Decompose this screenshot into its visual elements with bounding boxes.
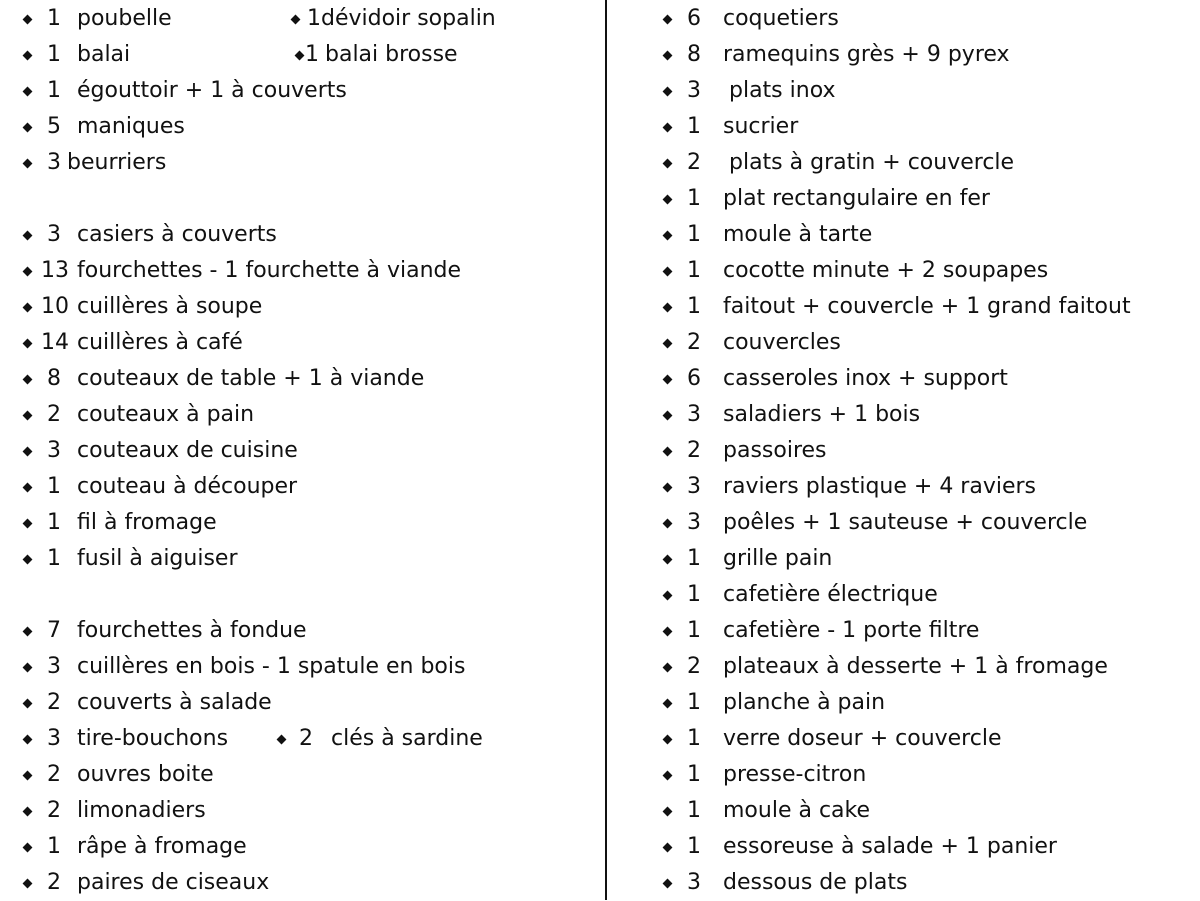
diamond-bullet-icon: [663, 806, 673, 816]
diamond-bullet-icon: [23, 698, 33, 708]
item-quantity: 1: [687, 114, 701, 139]
item-quantity: 1: [687, 582, 701, 607]
item-quantity: 1: [687, 186, 701, 211]
list-item: [664, 181, 990, 217]
item-quantity: 3: [687, 870, 701, 895]
diamond-bullet-icon: [23, 770, 33, 780]
item-quantity: 1: [47, 42, 61, 67]
item-quantity: 1: [47, 510, 61, 535]
item-label: casiers à couverts: [77, 222, 277, 247]
diamond-bullet-icon: [23, 806, 33, 816]
item-quantity: 3: [47, 150, 61, 175]
item-label: passoires: [723, 438, 827, 463]
item-label: couverts à salade: [77, 690, 272, 715]
item-label: beurriers: [67, 150, 167, 175]
diamond-bullet-icon: [23, 122, 33, 132]
list-item: [664, 757, 866, 793]
list-item: [24, 829, 247, 865]
diamond-bullet-icon: [663, 50, 673, 60]
list-item: [24, 37, 130, 73]
diamond-bullet-icon: [663, 842, 673, 852]
item-label: dévidoir sopalin: [321, 6, 496, 31]
list-item: [24, 721, 228, 757]
list-item: [664, 289, 1131, 325]
diamond-bullet-icon: [23, 734, 33, 744]
item-label: fusil à aiguiser: [77, 546, 238, 571]
list-item: [24, 289, 262, 325]
item-label: couteaux à pain: [77, 402, 255, 427]
diamond-bullet-icon: [23, 842, 33, 852]
item-quantity: 1: [47, 546, 61, 571]
item-label: clés à sardine: [331, 726, 483, 751]
item-quantity: 1: [687, 222, 701, 247]
item-quantity: 3: [687, 402, 701, 427]
diamond-bullet-icon: [663, 374, 673, 384]
list-item: [24, 253, 461, 289]
diamond-bullet-icon: [663, 122, 673, 132]
diamond-bullet-icon: [23, 518, 33, 528]
diamond-bullet-icon: [663, 518, 673, 528]
item-label: saladiers + 1 bois: [723, 402, 921, 427]
item-label: cocotte minute + 2 soupapes: [723, 258, 1049, 283]
list-item: [278, 721, 483, 757]
diamond-bullet-icon: [663, 662, 673, 672]
item-quantity: 1: [307, 6, 321, 31]
item-quantity: 1: [47, 78, 61, 103]
list-item: [664, 361, 1008, 397]
list-item: [664, 145, 1014, 181]
diamond-bullet-icon: [663, 230, 673, 240]
item-label: moule à tarte: [723, 222, 873, 247]
item-quantity: 3: [687, 474, 701, 499]
list-item: [24, 757, 214, 793]
list-item: [664, 109, 798, 145]
item-quantity: 2: [47, 762, 61, 787]
item-label: fil à fromage: [77, 510, 217, 535]
item-label: plateaux à desserte + 1 à fromage: [723, 654, 1108, 679]
item-label: couvercles: [723, 330, 841, 355]
item-label: planche à pain: [723, 690, 886, 715]
item-label: coquetiers: [723, 6, 839, 31]
item-label: tire-bouchons: [77, 726, 229, 751]
item-label: cafetière électrique: [723, 582, 938, 607]
list-item: [24, 793, 206, 829]
item-label: cuillères à café: [77, 330, 243, 355]
item-quantity: 1: [687, 618, 701, 643]
item-label: essoreuse à salade + 1 panier: [723, 834, 1057, 859]
item-label: dessous de plats: [723, 870, 908, 895]
diamond-bullet-icon: [23, 50, 33, 60]
list-item: [664, 217, 872, 253]
item-quantity: 2: [47, 798, 61, 823]
list-item: [664, 73, 836, 109]
item-quantity: 5: [47, 114, 61, 139]
diamond-bullet-icon: [663, 770, 673, 780]
item-label: ouvres boite: [77, 762, 214, 787]
diamond-bullet-icon: [663, 302, 673, 312]
item-quantity: 1: [687, 726, 701, 751]
diamond-bullet-icon: [663, 446, 673, 456]
list-item: [24, 865, 269, 901]
item-label: moule à cake: [723, 798, 871, 823]
item-quantity: 10: [41, 294, 69, 319]
diamond-bullet-icon: [23, 158, 33, 168]
list-item: [292, 1, 496, 37]
item-label: plats à gratin + couvercle: [729, 150, 1015, 175]
item-label: couteaux de table + 1 à viande: [77, 366, 425, 391]
diamond-bullet-icon: [23, 230, 33, 240]
item-quantity: 3: [47, 654, 61, 679]
diamond-bullet-icon: [663, 734, 673, 744]
list-item: [664, 541, 832, 577]
item-label: presse-citron: [723, 762, 867, 787]
item-quantity: 2: [687, 654, 701, 679]
list-item: [24, 613, 307, 649]
item-label: fourchettes - 1 fourchette à viande: [77, 258, 462, 283]
item-quantity: 14: [41, 330, 69, 355]
item-quantity: 1: [687, 546, 701, 571]
diamond-bullet-icon: [277, 734, 287, 744]
list-item: [664, 469, 1036, 505]
diamond-bullet-icon: [291, 14, 301, 24]
diamond-bullet-icon: [663, 482, 673, 492]
list-item: [24, 397, 254, 433]
item-label: cuillères à soupe: [77, 294, 263, 319]
diamond-bullet-icon: [295, 50, 305, 60]
item-quantity: 8: [47, 366, 61, 391]
list-item: [24, 325, 243, 361]
list-item: [664, 721, 1002, 757]
diamond-bullet-icon: [663, 86, 673, 96]
diamond-bullet-icon: [23, 446, 33, 456]
list-item: [24, 109, 185, 145]
item-label: couteaux de cuisine: [77, 438, 298, 463]
item-quantity: 1: [687, 690, 701, 715]
item-label: râpe à fromage: [77, 834, 247, 859]
item-quantity: 3: [47, 438, 61, 463]
item-quantity: 1: [687, 294, 701, 319]
list-item: [24, 541, 238, 577]
item-quantity: 1: [687, 834, 701, 859]
diamond-bullet-icon: [663, 14, 673, 24]
item-label: maniques: [77, 114, 185, 139]
diamond-bullet-icon: [663, 194, 673, 204]
list-item: [664, 37, 1010, 73]
item-label: raviers plastique + 4 raviers: [723, 474, 1037, 499]
diamond-bullet-icon: [663, 878, 673, 888]
item-label: verre doseur + couvercle: [723, 726, 1002, 751]
item-label: grille pain: [723, 546, 833, 571]
diamond-bullet-icon: [23, 266, 33, 276]
item-label: égouttoir + 1 à couverts: [77, 78, 347, 103]
diamond-bullet-icon: [23, 878, 33, 888]
item-quantity: 13: [41, 258, 69, 283]
list-item: [24, 433, 298, 469]
item-label: ramequins grès + 9 pyrex: [723, 42, 1010, 67]
diamond-bullet-icon: [663, 590, 673, 600]
item-quantity: 2: [47, 870, 61, 895]
list-item: [24, 73, 347, 109]
diamond-bullet-icon: [23, 662, 33, 672]
list-item: [664, 433, 827, 469]
item-quantity: 1: [47, 474, 61, 499]
item-label: faitout + couvercle + 1 grand faitout: [723, 294, 1131, 319]
item-label: cuillères en bois - 1 spatule en bois: [77, 654, 466, 679]
diamond-bullet-icon: [663, 338, 673, 348]
list-item: [664, 577, 938, 613]
diamond-bullet-icon: [23, 86, 33, 96]
diamond-bullet-icon: [23, 374, 33, 384]
item-label: plat rectangulaire en fer: [723, 186, 990, 211]
diamond-bullet-icon: [663, 698, 673, 708]
diamond-bullet-icon: [663, 554, 673, 564]
item-label: poêles + 1 sauteuse + couvercle: [723, 510, 1088, 535]
item-label: balai: [77, 42, 131, 67]
item-quantity: 2: [47, 690, 61, 715]
item-quantity: 1: [47, 834, 61, 859]
item-quantity: 3: [47, 726, 61, 751]
diamond-bullet-icon: [23, 14, 33, 24]
item-quantity: 2: [687, 150, 701, 175]
list-item: [664, 253, 1048, 289]
diamond-bullet-icon: [23, 626, 33, 636]
item-quantity: 7: [47, 618, 61, 643]
item-quantity: 3: [47, 222, 61, 247]
item-quantity: 1: [305, 42, 319, 67]
item-quantity: 6: [687, 366, 701, 391]
item-quantity: 1: [687, 258, 701, 283]
diamond-bullet-icon: [663, 266, 673, 276]
list-item: [296, 37, 458, 73]
item-quantity: 1: [47, 6, 61, 31]
diamond-bullet-icon: [663, 158, 673, 168]
list-item: [664, 649, 1108, 685]
list-item: [24, 1, 172, 37]
list-item: [664, 829, 1057, 865]
list-item: [24, 685, 272, 721]
item-quantity: 2: [299, 726, 313, 751]
list-item: [24, 361, 424, 397]
item-label: balai brosse: [325, 42, 458, 67]
item-label: fourchettes à fondue: [77, 618, 307, 643]
diamond-bullet-icon: [663, 626, 673, 636]
diamond-bullet-icon: [23, 338, 33, 348]
item-quantity: 2: [687, 330, 701, 355]
list-item: [664, 793, 870, 829]
item-label: plats inox: [729, 78, 836, 103]
item-quantity: 6: [687, 6, 701, 31]
diamond-bullet-icon: [23, 302, 33, 312]
diamond-bullet-icon: [23, 482, 33, 492]
list-item: [24, 649, 465, 685]
column-divider: [605, 0, 607, 900]
diamond-bullet-icon: [23, 410, 33, 420]
item-label: paires de ciseaux: [77, 870, 270, 895]
item-label: sucrier: [723, 114, 799, 139]
list-item: [24, 145, 166, 181]
list-item: [664, 613, 979, 649]
list-item: [24, 505, 217, 541]
list-item: [664, 685, 885, 721]
list-item: [664, 397, 920, 433]
diamond-bullet-icon: [663, 410, 673, 420]
diamond-bullet-icon: [23, 554, 33, 564]
item-label: cafetière - 1 porte filtre: [723, 618, 980, 643]
item-label: limonadiers: [77, 798, 206, 823]
list-item: [664, 865, 907, 901]
item-label: casseroles inox + support: [723, 366, 1008, 391]
item-quantity: 3: [687, 510, 701, 535]
list-item: [24, 469, 297, 505]
list-item: [664, 1, 839, 37]
item-quantity: 2: [687, 438, 701, 463]
list-item: [24, 217, 277, 253]
item-quantity: 1: [687, 798, 701, 823]
item-label: couteau à découper: [77, 474, 298, 499]
item-quantity: 2: [47, 402, 61, 427]
item-quantity: 3: [687, 78, 701, 103]
item-quantity: 8: [687, 42, 701, 67]
list-item: [664, 505, 1087, 541]
item-label: poubelle: [77, 6, 172, 31]
list-item: [664, 325, 841, 361]
item-quantity: 1: [687, 762, 701, 787]
